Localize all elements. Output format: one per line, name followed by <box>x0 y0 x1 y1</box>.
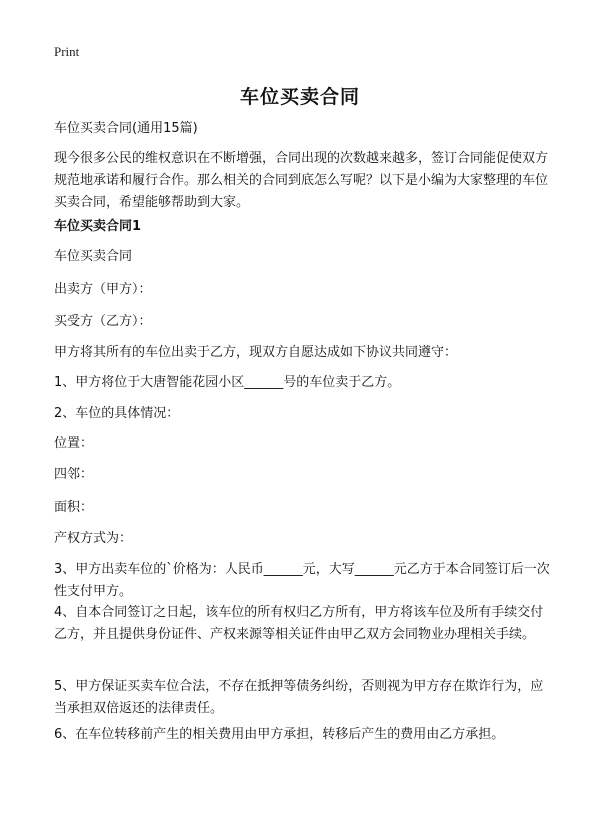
clause-2: 2、车位的具体情况： <box>54 406 180 421</box>
clause-3: 3、甲方出卖车位的`价格为：人民币______元，大写______元乙方于本合同签订后一次性支付甲方。 <box>54 562 550 599</box>
ownership-line: 产权方式为： <box>54 531 133 546</box>
intro-paragraph: 现今很多公民的维权意识在不断增强，合同出现的次数越来越多，签订合同能促使双方规范地承诺和履行合作。那么相关的合同到底怎么写呢？以下是小编为大家整理的车位买卖合同，希望能够帮助到大家。 <box>54 151 549 210</box>
agreement-line: 甲方将其所有的车位出卖于乙方，现双方自愿达成如下协议共同遵守： <box>54 345 458 360</box>
clause-6: 6、在车位转移前产生的相关费用由甲方承担，转移后产生的费用由乙方承担。 <box>54 727 505 742</box>
neighbors-line: 四邻： <box>54 467 94 482</box>
document-subtitle: 车位买卖合同(通用15篇) <box>54 121 198 136</box>
print-link[interactable]: Print <box>54 44 80 59</box>
clause-5: 5、甲方保证买卖车位合法，不存在抵押等债务纠纷，否则视为甲方存在欺诈行为，应当承担双倍返还的法律责任。 <box>54 679 544 716</box>
clause-4: 4、自本合同签订之日起，该车位的所有权归乙方所有，甲方将该车位及所有手续交付乙方，并且提供身份证件、产权来源等相关证件由甲乙双方会同物业办理相关手续。 <box>54 605 544 642</box>
page-title: 车位买卖合同 <box>239 86 360 108</box>
buyer-line: 买受方（乙方）： <box>54 314 152 329</box>
seller-line: 出卖方（甲方）： <box>54 282 152 297</box>
section-heading: 车位买卖合同1 <box>54 219 142 234</box>
area-line: 面积： <box>54 500 94 515</box>
clause-1: 1、甲方将位于大唐智能花园小区______号的车位卖于乙方。 <box>54 375 401 390</box>
location-line: 位置： <box>54 436 94 451</box>
contract-name: 车位买卖合同 <box>54 249 133 264</box>
